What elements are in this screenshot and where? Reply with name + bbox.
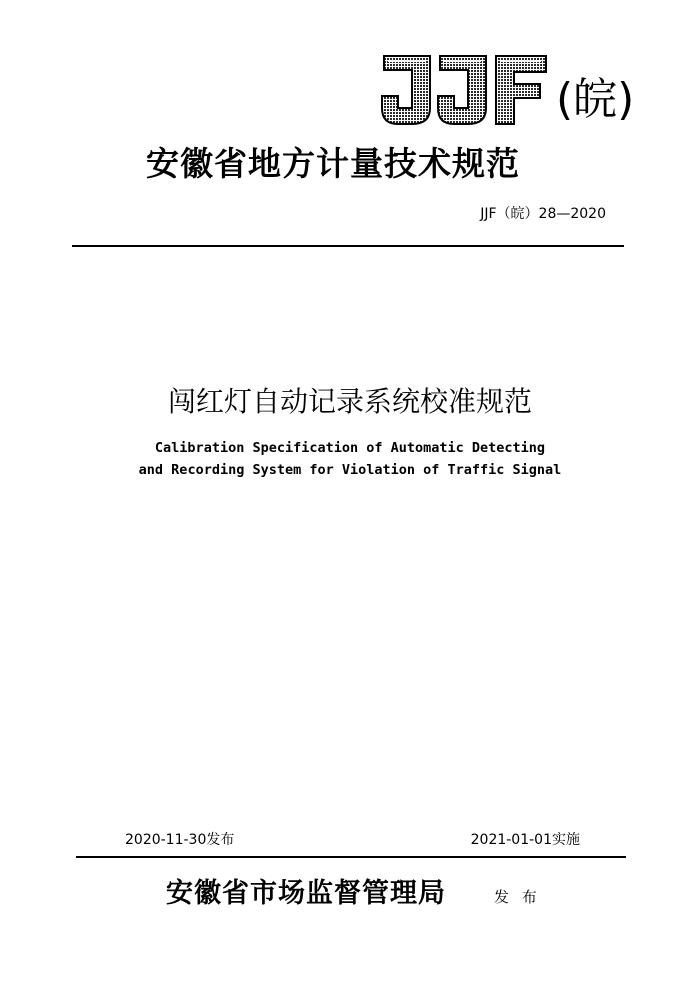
jjf-logo (378, 52, 550, 128)
issue-date: 2020-11-30发布 (125, 832, 235, 848)
standard-number: JJF（皖）28—2020 (480, 206, 606, 222)
effective-date: 2021-01-01实施 (470, 832, 580, 848)
publish-label: 发 布 (494, 888, 541, 906)
logo-letter-j2 (438, 56, 486, 124)
document-title-english-line-2: and Recording System for Violation of Traffic Signal (138, 462, 562, 478)
document-title-english-line-1: Calibration Specification of Automatic Detecting (154, 440, 546, 456)
top-divider (72, 245, 624, 247)
bottom-divider (76, 856, 626, 858)
document-title-chinese: 闯红灯自动记录系统校准规范 (167, 385, 532, 418)
logo-letter-j1 (382, 56, 430, 124)
logo-suffix: (皖) (556, 74, 635, 125)
org-title: 安徽省地方计量技术规范 (146, 144, 520, 183)
logo-letter-f (496, 56, 546, 124)
publisher: 安徽省市场监督管理局 (166, 878, 446, 909)
